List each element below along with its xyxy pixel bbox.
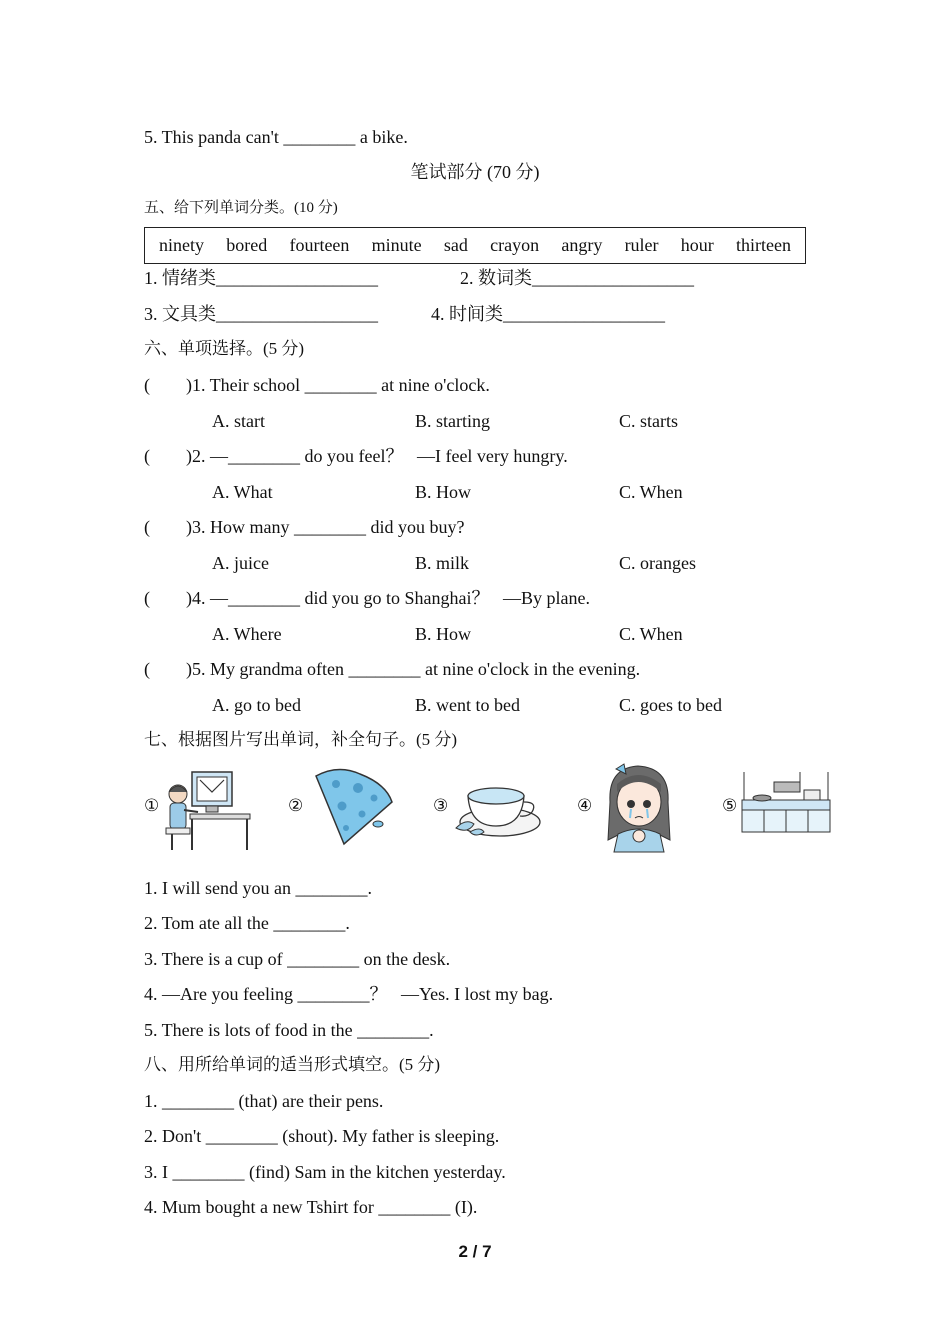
word-item: minute bbox=[371, 235, 422, 255]
choice-option: A. What bbox=[212, 482, 273, 502]
choice-option: B. went to bed bbox=[415, 695, 520, 715]
category-line: 2. 数词类__________________ bbox=[460, 268, 694, 288]
sentence-line: 1. ________ (that) are their pens. bbox=[144, 1091, 384, 1111]
choice-stem: ( )4. —________ did you go to Shanghai？ —By plane. bbox=[144, 588, 590, 608]
choice-option: C. goes to bed bbox=[619, 695, 722, 715]
category-line: 1. 情绪类__________________ bbox=[144, 268, 378, 288]
category-line: 3. 文具类__________________ bbox=[144, 304, 378, 324]
picture-number: ⑤ bbox=[722, 796, 738, 815]
choice-option: B. How bbox=[415, 482, 472, 502]
sad-girl-picture bbox=[598, 762, 680, 854]
picture-number: ② bbox=[288, 796, 304, 815]
word-item: thirteen bbox=[736, 235, 791, 255]
sentence-line: 3. I ________ (find) Sam in the kitchen yesterday. bbox=[144, 1162, 506, 1182]
word-item: angry bbox=[561, 235, 603, 255]
section-heading: 六、单项选择。(5 分) bbox=[144, 339, 305, 358]
sentence-line: 3. There is a cup of ________ on the desk. bbox=[144, 949, 451, 969]
choice-option: B. How bbox=[415, 624, 472, 644]
section-heading: 七、根据图片写出单词，补全句子。(5 分) bbox=[144, 730, 458, 749]
category-line: 4. 时间类__________________ bbox=[431, 304, 665, 324]
picture-number: ① bbox=[144, 796, 160, 815]
sentence-line: 4. —Are you feeling ________？ —Yes. I lost my bag. bbox=[144, 984, 554, 1004]
sentence-line: 1. I will send you an ________. bbox=[144, 878, 372, 898]
choice-option: C. starts bbox=[619, 411, 679, 431]
sentence-line: 5. There is lots of food in the ________. bbox=[144, 1020, 434, 1040]
section-heading: 五、给下列单词分类。(10 分) bbox=[144, 200, 338, 216]
section-heading: 八、用所给单词的适当形式填空。(5 分) bbox=[144, 1055, 441, 1074]
question-line: 5. This panda can't ________ a bike. bbox=[144, 127, 408, 147]
picture-number: ③ bbox=[433, 796, 449, 815]
page-number: 2 / 7 bbox=[458, 1242, 492, 1261]
choice-stem: ( )2. —________ do you feel？ —I feel very hungry. bbox=[144, 446, 568, 466]
choice-option: C. oranges bbox=[619, 553, 696, 573]
tea-cup-picture bbox=[452, 762, 544, 854]
word-item: ruler bbox=[624, 235, 659, 255]
choice-option: A. juice bbox=[212, 553, 269, 573]
word-item: fourteen bbox=[289, 235, 350, 255]
kitchen-picture bbox=[740, 762, 832, 854]
sentence-line: 2. Don't ________ (shout). My father is sleeping. bbox=[144, 1126, 500, 1146]
choice-stem: ( )1. Their school ________ at nine o'clock. bbox=[144, 375, 490, 395]
sentence-line: 2. Tom ate all the ________. bbox=[144, 913, 350, 933]
choice-option: B. milk bbox=[415, 553, 470, 573]
word-item: sad bbox=[443, 235, 468, 255]
choice-option: A. start bbox=[212, 411, 265, 431]
choice-option: C. When bbox=[619, 624, 683, 644]
choice-option: A. go to bed bbox=[212, 695, 301, 715]
sentence-line: 4. Mum bought a new Tshirt for ________ (I). bbox=[144, 1197, 478, 1217]
word-item: ninety bbox=[159, 235, 204, 255]
choice-option: A. Where bbox=[212, 624, 282, 644]
computer-picture bbox=[162, 762, 254, 854]
word-item: crayon bbox=[490, 235, 540, 255]
choice-option: B. starting bbox=[415, 411, 490, 431]
choice-stem: ( )5. My grandma often ________ at nine o'clock in the evening. bbox=[144, 659, 641, 679]
section-title: 笔试部分 (70 分) bbox=[410, 162, 540, 182]
choice-option: C. When bbox=[619, 482, 683, 502]
word-box bbox=[144, 227, 806, 264]
word-item: bored bbox=[226, 235, 268, 255]
choice-stem: ( )3. How many ________ did you buy? bbox=[144, 517, 465, 537]
word-item: hour bbox=[680, 235, 714, 255]
picture-number: ④ bbox=[577, 796, 593, 815]
cheese-picture bbox=[308, 762, 400, 854]
